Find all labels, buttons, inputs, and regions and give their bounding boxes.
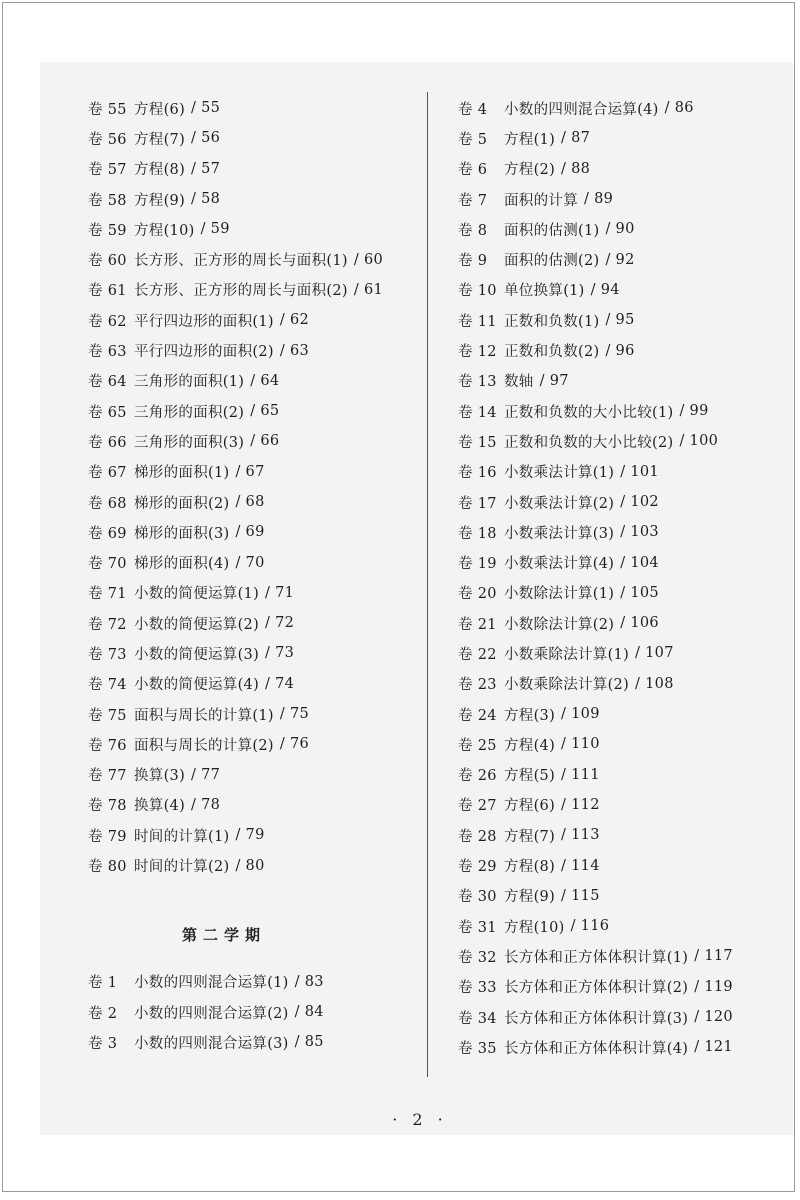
toc-entry xyxy=(88,997,420,1027)
toc-entry xyxy=(458,154,788,184)
toc-entry xyxy=(458,366,788,396)
entry-page: / 101 xyxy=(620,463,659,480)
toc-entry xyxy=(88,547,420,577)
entry-page: / 92 xyxy=(605,251,635,268)
entry-page: / 70 xyxy=(235,554,265,571)
entry-title: 单位换算(1) xyxy=(504,283,585,300)
toc-entry xyxy=(458,729,788,759)
toc-entry xyxy=(88,790,420,820)
entry-page: / 58 xyxy=(191,191,221,208)
entry-title: 方程(10) xyxy=(504,919,565,936)
entry-page: / 116 xyxy=(570,918,610,935)
entry-number: 卷 15 xyxy=(458,434,497,451)
section-heading: 第二学期 xyxy=(181,926,266,945)
entry-page: / 68 xyxy=(235,494,265,510)
entry-page: / 75 xyxy=(279,706,309,723)
entry-title: 三角形的面积(2) xyxy=(134,404,245,421)
entry-title: 方程(5) xyxy=(504,768,556,785)
entry-page: / 105 xyxy=(620,584,659,601)
entry-page: / 108 xyxy=(635,675,674,692)
entry-title: 小数乘除法计算(2) xyxy=(504,677,630,694)
entry-number: 卷 55 xyxy=(88,101,127,118)
entry-title: 正数和负数的大小比较(1) xyxy=(504,404,674,421)
entry-title: 三角形的面积(1) xyxy=(134,374,245,391)
entry-number: 卷 31 xyxy=(458,919,497,936)
entry-title: 长方形、正方形的周长与面积(1) xyxy=(134,253,348,270)
entry-number: 卷 33 xyxy=(458,980,497,997)
entry-number: 卷 28 xyxy=(458,828,497,845)
entry-page: / 107 xyxy=(635,645,674,662)
entry-title: 方程(7) xyxy=(504,828,556,845)
toc-entry xyxy=(88,123,420,153)
toc-entry xyxy=(88,396,420,426)
toc-entry xyxy=(88,275,420,305)
entry-number: 卷 78 xyxy=(88,798,127,815)
toc-entry xyxy=(88,1027,420,1057)
entry-page: / 66 xyxy=(250,433,280,450)
entry-number: 卷 6 xyxy=(458,162,488,179)
entry-title: 正数和负数(2) xyxy=(504,344,600,361)
entry-number: 卷 71 xyxy=(88,586,127,603)
entry-number: 卷 4 xyxy=(458,101,488,118)
toc-entry xyxy=(88,335,420,365)
toc-entry xyxy=(88,638,420,668)
entry-title: 长方体和正方体体积计算(1) xyxy=(504,949,689,966)
entry-page: / 63 xyxy=(279,342,309,359)
toc-entry xyxy=(88,967,420,997)
entry-number: 卷 74 xyxy=(88,677,127,694)
entry-page: / 95 xyxy=(605,312,635,329)
entry-title: 平行四边形的面积(1) xyxy=(134,313,274,330)
toc-entry xyxy=(458,335,788,365)
entry-number: 卷 57 xyxy=(88,162,127,179)
entry-number: 卷 27 xyxy=(458,798,497,815)
entry-title: 小数的简便运算(1) xyxy=(134,586,260,603)
toc-entry xyxy=(458,1002,788,1032)
entry-title: 梯形的面积(3) xyxy=(134,525,230,542)
entry-number: 卷 68 xyxy=(88,495,127,512)
toc-entry xyxy=(458,941,788,971)
toc-entry xyxy=(88,699,420,729)
entry-title: 小数的四则混合运算(2) xyxy=(134,1005,289,1022)
entry-title: 方程(3) xyxy=(504,707,556,724)
entry-number: 卷 13 xyxy=(458,374,497,391)
entry-page: / 85 xyxy=(294,1034,324,1051)
entry-number: 卷 61 xyxy=(88,283,127,300)
toc-entry xyxy=(458,638,788,668)
toc-entry xyxy=(458,1032,788,1062)
entry-page: / 73 xyxy=(265,645,295,662)
entry-number: 卷 34 xyxy=(458,1010,497,1027)
entry-page: / 117 xyxy=(694,948,733,965)
entry-title: 方程(10) xyxy=(134,222,195,239)
column-divider xyxy=(427,92,428,1077)
entry-title: 方程(6) xyxy=(134,101,186,118)
toc-entry xyxy=(458,275,788,305)
toc-entry xyxy=(88,93,420,123)
entry-title: 面积与周长的计算(1) xyxy=(134,707,274,724)
toc-entry xyxy=(458,972,788,1002)
entry-page: / 67 xyxy=(235,463,265,480)
entry-page: / 90 xyxy=(605,221,635,238)
entry-title: 小数乘法计算(4) xyxy=(504,556,615,573)
entry-page: / 69 xyxy=(235,524,265,541)
entry-page: / 110 xyxy=(561,736,600,753)
toc-entry xyxy=(88,517,420,547)
toc-entry xyxy=(88,729,420,759)
entry-title: 长方形、正方形的周长与面积(2) xyxy=(134,283,348,300)
entry-title: 方程(4) xyxy=(504,737,556,754)
entry-page: / 106 xyxy=(620,615,659,632)
entry-number: 卷 22 xyxy=(458,646,497,663)
entry-page: / 119 xyxy=(694,978,733,995)
entry-title: 方程(9) xyxy=(134,192,186,209)
entry-number: 卷 76 xyxy=(88,737,127,754)
entry-page: / 102 xyxy=(620,494,659,510)
toc-entry xyxy=(458,214,788,244)
entry-page: / 72 xyxy=(265,615,295,632)
entry-number: 卷 60 xyxy=(88,253,127,270)
entry-number: 卷 24 xyxy=(458,707,497,724)
entry-title: 方程(7) xyxy=(134,131,186,148)
toc-entry xyxy=(458,547,788,577)
entry-title: 小数乘法计算(2) xyxy=(504,495,615,512)
entry-number: 卷 3 xyxy=(88,1035,118,1052)
entry-number: 卷 56 xyxy=(88,131,127,148)
entry-number: 卷 19 xyxy=(458,556,497,573)
entry-page: / 79 xyxy=(235,827,265,844)
entry-number: 卷 20 xyxy=(458,586,497,603)
entry-page: / 97 xyxy=(539,372,569,389)
toc-entry xyxy=(88,487,420,517)
entry-number: 卷 12 xyxy=(458,344,497,361)
entry-number: 卷 17 xyxy=(458,495,497,512)
entry-number: 卷 66 xyxy=(88,434,127,451)
entry-title: 方程(2) xyxy=(504,162,556,179)
toc-right-column xyxy=(458,93,788,1063)
entry-title: 小数的简便运算(3) xyxy=(134,646,260,663)
entry-page: / 78 xyxy=(191,796,221,813)
entry-title: 面积的估测(2) xyxy=(504,253,600,270)
entry-number: 卷 5 xyxy=(458,131,488,148)
entry-page: / 87 xyxy=(561,130,591,147)
entry-number: 卷 14 xyxy=(458,404,497,421)
toc-entry xyxy=(458,487,788,517)
entry-number: 卷 9 xyxy=(458,253,488,270)
entry-number: 卷 21 xyxy=(458,616,497,633)
entry-page: / 80 xyxy=(235,857,265,874)
entry-title: 方程(9) xyxy=(504,889,556,906)
toc-entry xyxy=(88,850,420,880)
entry-page: / 121 xyxy=(694,1039,733,1056)
toc-entry xyxy=(458,396,788,426)
entry-title: 正数和负数(1) xyxy=(504,313,600,330)
toc-entry xyxy=(88,578,420,608)
entry-page: / 74 xyxy=(265,675,295,692)
entry-page: / 96 xyxy=(605,342,635,359)
toc-entry xyxy=(458,184,788,214)
entry-title: 换算(3) xyxy=(134,768,186,785)
entry-page: / 57 xyxy=(191,160,221,177)
entry-number: 卷 79 xyxy=(88,828,127,845)
entry-number: 卷 59 xyxy=(88,222,127,239)
toc-entry xyxy=(88,608,420,638)
toc-entry xyxy=(88,214,420,244)
entry-number: 卷 70 xyxy=(88,556,127,573)
toc-entry xyxy=(458,517,788,547)
toc-entry xyxy=(88,426,420,456)
toc-entry xyxy=(458,881,788,911)
toc-entry xyxy=(458,305,788,335)
entry-number: 卷 8 xyxy=(458,222,488,239)
entry-page: / 59 xyxy=(200,221,230,238)
entry-number: 卷 1 xyxy=(88,975,118,992)
entry-title: 小数除法计算(1) xyxy=(504,586,615,603)
toc-entry xyxy=(458,93,788,123)
entry-title: 换算(4) xyxy=(134,798,186,815)
toc-entry xyxy=(458,820,788,850)
entry-title: 三角形的面积(3) xyxy=(134,434,245,451)
entry-page: / 103 xyxy=(620,524,659,541)
entry-page: / 94 xyxy=(590,281,620,298)
entry-number: 卷 29 xyxy=(458,859,497,876)
entry-title: 长方体和正方体体积计算(3) xyxy=(504,1010,689,1027)
entry-title: 小数除法计算(2) xyxy=(504,616,615,633)
entry-page: / 65 xyxy=(250,403,280,420)
entry-page: / 77 xyxy=(191,766,221,783)
entry-title: 面积与周长的计算(2) xyxy=(134,737,274,754)
page-number: · 2 · xyxy=(392,1110,448,1129)
entry-page: / 100 xyxy=(679,433,719,450)
entry-page: / 89 xyxy=(584,191,614,208)
entry-page: / 113 xyxy=(561,827,600,844)
entry-title: 小数乘法计算(1) xyxy=(504,465,615,482)
entry-page: / 83 xyxy=(294,973,324,990)
toc-entry xyxy=(458,426,788,456)
entry-page: / 88 xyxy=(561,160,591,177)
entry-page: / 104 xyxy=(620,554,659,571)
entry-number: 卷 25 xyxy=(458,737,497,754)
toc-entry xyxy=(458,790,788,820)
toc-entry xyxy=(88,184,420,214)
entry-number: 卷 16 xyxy=(458,465,497,482)
entry-title: 时间的计算(2) xyxy=(134,859,230,876)
toc-entry xyxy=(458,457,788,487)
entry-title: 梯形的面积(4) xyxy=(134,556,230,573)
entry-page: / 61 xyxy=(353,281,383,298)
toc-entry xyxy=(88,820,420,850)
entry-page: / 109 xyxy=(561,706,600,723)
toc-left-column xyxy=(88,93,420,1058)
toc-entry xyxy=(88,366,420,396)
entry-number: 卷 65 xyxy=(88,404,127,421)
entry-number: 卷 30 xyxy=(458,889,497,906)
entry-number: 卷 2 xyxy=(88,1005,118,1022)
entry-number: 卷 80 xyxy=(88,859,127,876)
entry-title: 小数的简便运算(4) xyxy=(134,677,260,694)
entry-page: / 112 xyxy=(561,796,600,813)
entry-title: 小数乘除法计算(1) xyxy=(504,646,630,663)
toc-entry xyxy=(458,244,788,274)
entry-number: 卷 63 xyxy=(88,344,127,361)
toc-entry xyxy=(88,760,420,790)
toc-entry xyxy=(88,154,420,184)
entry-title: 面积的计算 xyxy=(504,192,578,209)
entry-title: 小数的四则混合运算(4) xyxy=(504,101,659,118)
toc-entry xyxy=(458,699,788,729)
entry-title: 梯形的面积(1) xyxy=(134,465,230,482)
entry-title: 方程(6) xyxy=(504,798,556,815)
entry-title: 方程(1) xyxy=(504,131,556,148)
entry-number: 卷 32 xyxy=(458,949,497,966)
entry-number: 卷 64 xyxy=(88,374,127,391)
entry-title: 时间的计算(1) xyxy=(134,828,230,845)
entry-number: 卷 35 xyxy=(458,1040,497,1057)
entry-title: 梯形的面积(2) xyxy=(134,495,230,512)
entry-page: / 76 xyxy=(279,736,309,753)
entry-title: 平行四边形的面积(2) xyxy=(134,344,274,361)
toc-entry xyxy=(88,244,420,274)
entry-number: 卷 69 xyxy=(88,525,127,542)
entry-page: / 60 xyxy=(353,251,383,268)
entry-number: 卷 67 xyxy=(88,465,127,482)
toc-entry xyxy=(458,123,788,153)
entry-page: / 62 xyxy=(279,312,309,329)
entry-number: 卷 75 xyxy=(88,707,127,724)
entry-page: / 111 xyxy=(561,766,600,783)
entry-number: 卷 7 xyxy=(458,192,488,209)
entry-page: / 114 xyxy=(561,857,600,874)
entry-number: 卷 23 xyxy=(458,677,497,694)
entry-number: 卷 10 xyxy=(458,283,497,300)
entry-page: / 86 xyxy=(664,100,694,117)
toc-entry xyxy=(88,669,420,699)
entry-title: 长方体和正方体体积计算(2) xyxy=(504,980,689,997)
entry-page: / 56 xyxy=(191,130,221,147)
toc-entry xyxy=(458,669,788,699)
toc-entry xyxy=(88,457,420,487)
entry-number: 卷 77 xyxy=(88,768,127,785)
entry-title: 正数和负数的大小比较(2) xyxy=(504,434,674,451)
toc-entry xyxy=(458,911,788,941)
entry-title: 方程(8) xyxy=(134,162,186,179)
toc-entry xyxy=(458,578,788,608)
entry-page: / 55 xyxy=(191,100,221,117)
entry-title: 长方体和正方体体积计算(4) xyxy=(504,1040,689,1057)
toc-entry xyxy=(458,760,788,790)
entry-number: 卷 18 xyxy=(458,525,497,542)
toc-entry xyxy=(458,608,788,638)
entry-page: / 99 xyxy=(679,403,709,420)
entry-number: 卷 11 xyxy=(458,313,497,330)
entry-number: 卷 58 xyxy=(88,192,127,209)
toc-entry xyxy=(88,305,420,335)
entry-page: / 84 xyxy=(294,1004,324,1021)
entry-page: / 71 xyxy=(265,584,295,601)
entry-number: 卷 73 xyxy=(88,646,127,663)
entry-title: 小数的简便运算(2) xyxy=(134,616,260,633)
entry-title: 小数的四则混合运算(1) xyxy=(134,975,289,992)
entry-title: 面积的估测(1) xyxy=(504,222,600,239)
entry-title: 小数乘法计算(3) xyxy=(504,525,615,542)
entry-title: 方程(8) xyxy=(504,859,556,876)
toc-entry xyxy=(458,850,788,880)
entry-number: 卷 26 xyxy=(458,768,497,785)
entry-title: 数轴 xyxy=(504,374,534,391)
entry-number: 卷 72 xyxy=(88,616,127,633)
entry-page: / 115 xyxy=(561,887,600,904)
entry-title: 小数的四则混合运算(3) xyxy=(134,1035,289,1052)
entry-page: / 64 xyxy=(250,372,280,389)
entry-page: / 120 xyxy=(694,1009,733,1026)
entry-number: 卷 62 xyxy=(88,313,127,330)
